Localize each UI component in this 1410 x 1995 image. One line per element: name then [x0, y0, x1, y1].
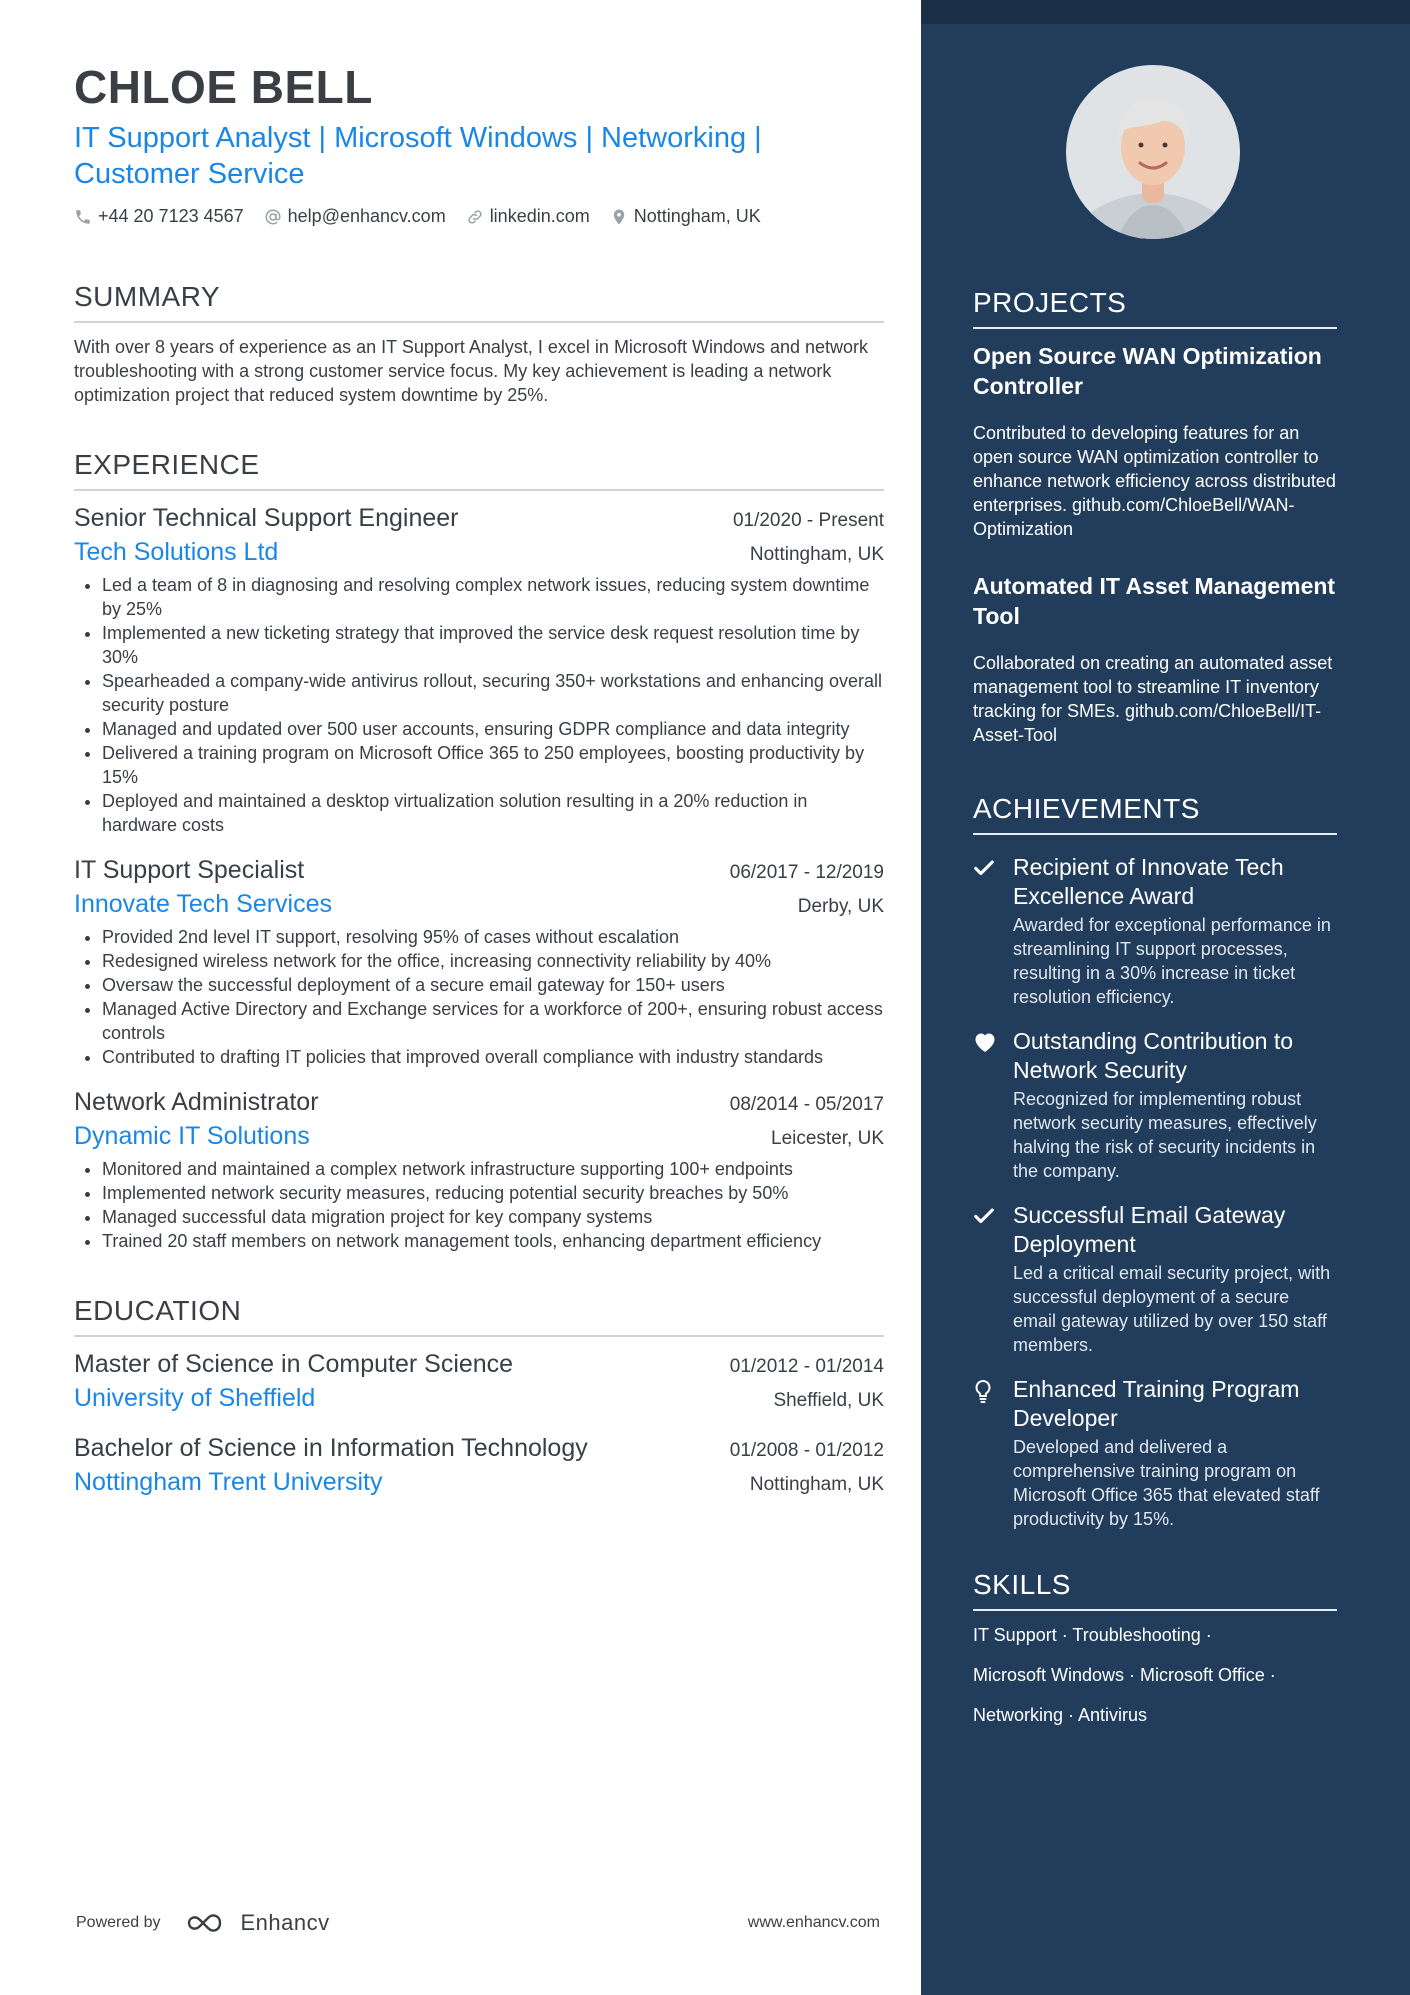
- job-location: Nottingham, UK: [749, 544, 884, 565]
- profile-photo-icon: [1066, 65, 1240, 239]
- contact-location-text: Nottingham, UK: [633, 206, 761, 226]
- contact-email-text: help@enhancv.com: [287, 206, 446, 226]
- education-location: Nottingham, UK: [749, 1474, 884, 1495]
- bullet-item: • Led a team of 8 in diagnosing and resolving complex network issues, reducing system downtime by 25%: [102, 573, 884, 621]
- link-icon: [466, 208, 484, 226]
- job-date: 01/2020 - Present: [732, 510, 884, 531]
- contact-linkedin[interactable]: [466, 206, 590, 227]
- section-title-education: EDUCATION: [74, 1295, 242, 1326]
- bullet-item: • Deployed and maintained a desktop virtualization solution resulting in a 20% reduction in hardware costs: [102, 789, 884, 837]
- bullet-item: • Implemented network security measures, reducing potential security breaches by 50%: [102, 1181, 884, 1205]
- sidebar-top-band: [921, 0, 1410, 24]
- job-entry: [74, 853, 884, 1069]
- section-divider: [74, 1335, 884, 1337]
- job-location: Derby, UK: [797, 896, 884, 917]
- lightbulb-icon: [973, 1379, 993, 1403]
- job-title: Senior Technical Support Engineer: [74, 504, 459, 532]
- achievement-description: Recognized for implementing robust network security measures, effectively halving the risk of security incidents in the company.: [1013, 1089, 1317, 1181]
- job-company: Innovate Tech Services: [74, 890, 333, 918]
- brand-logo[interactable]: [185, 1910, 330, 1936]
- project-title: Automated IT Asset Management Tool: [973, 573, 1336, 629]
- contact-email[interactable]: [264, 206, 446, 227]
- bullet-item: • Provided 2nd level IT support, resolving 95% of cases without escalation: [102, 925, 884, 949]
- achievement-title: Successful Email Gateway Deployment: [1013, 1202, 1286, 1257]
- bullet-item: • Spearheaded a company-wide antivirus rollout, securing 350+ workstations and enhancing overall security posture: [102, 669, 884, 717]
- job-bullets: [74, 925, 884, 1069]
- education-section: [74, 1293, 884, 1499]
- achievement-title: Outstanding Contribution to Network Security: [1013, 1028, 1294, 1083]
- education-date: 01/2008 - 01/2012: [729, 1440, 884, 1461]
- section-divider: [74, 489, 884, 491]
- contact-phone-text: +44 20 7123 4567: [98, 206, 244, 226]
- job-bullets: [74, 1157, 884, 1253]
- job-company: Dynamic IT Solutions: [74, 1122, 310, 1150]
- heart-icon: [973, 1031, 997, 1053]
- contact-bar: [74, 206, 884, 227]
- job-title: IT Support Specialist: [74, 856, 305, 884]
- avatar: [1066, 65, 1240, 239]
- achievement-description: Developed and delivered a comprehensive training program on Microsoft Office 365 that elevated staff productivity by 15%.: [1013, 1437, 1320, 1529]
- job-date: 06/2017 - 12/2019: [729, 862, 884, 883]
- skills-list: [973, 1615, 1337, 1735]
- bullet-item: • Managed successful data migration project for key company systems: [102, 1205, 884, 1229]
- bullet-item: • Contributed to drafting IT policies that improved overall compliance with industry standards: [102, 1045, 884, 1069]
- achievement-description: Led a critical email security project, with successful deployment of a secure email gateway utilized by over 150 staff members.: [1013, 1263, 1331, 1355]
- page-footer: [76, 1910, 880, 1936]
- job-location: Leicester, UK: [771, 1128, 884, 1149]
- projects-section: [973, 285, 1337, 747]
- job-bullets: [74, 573, 884, 837]
- achievement-title: Recipient of Innovate Tech Excellence Award: [1013, 854, 1284, 909]
- school-name: Nottingham Trent University: [74, 1468, 383, 1496]
- project-title: Open Source WAN Optimization Controller: [973, 343, 1322, 399]
- section-divider: [973, 1609, 1337, 1611]
- education-entry: [74, 1431, 884, 1499]
- bullet-item: • Redesigned wireless network for the office, increasing connectivity reliability by 40%: [102, 949, 884, 973]
- section-title-experience: EXPERIENCE: [74, 449, 260, 480]
- location-pin-icon: [610, 208, 628, 226]
- project-description: Collaborated on creating an automated asset management tool to streamline IT inventory tracking for SMEs. github.com/ChloeBell/IT-Asset-Tool: [973, 653, 1333, 745]
- section-title-skills: SKILLS: [973, 1569, 1071, 1600]
- bullet-item: • Implemented a new ticketing strategy that improved the service desk request resolution time by 30%: [102, 621, 884, 669]
- check-icon: [973, 1205, 995, 1227]
- footer-website-link[interactable]: www.enhancv.com: [747, 1914, 880, 1931]
- section-divider: [74, 321, 884, 323]
- experience-section: [74, 447, 884, 1253]
- summary-section: [74, 279, 884, 407]
- section-divider: [973, 833, 1337, 835]
- achievement-item: [973, 1375, 1337, 1531]
- summary-text: With over 8 years of experience as an IT Support Analyst, I excel in Microsoft Windows and network troubleshooting with a strong customer service focus. My key achievement is leading a network optimization project that reduced system downtime by 25%.: [74, 337, 869, 405]
- education-entry: [74, 1347, 884, 1415]
- skills-section: [973, 1567, 1337, 1735]
- section-divider: [973, 327, 1337, 329]
- achievements-section: [973, 791, 1337, 1531]
- job-company: Tech Solutions Ltd: [74, 538, 279, 566]
- brand-name: Enhancv: [240, 1910, 330, 1935]
- powered-by-label: Powered by: [76, 1914, 161, 1931]
- job-date: 08/2014 - 05/2017: [729, 1094, 884, 1115]
- contact-phone[interactable]: [74, 206, 244, 227]
- sidebar-content: [973, 285, 1337, 1735]
- school-name: University of Sheffield: [74, 1384, 316, 1412]
- bullet-item: • Managed and updated over 500 user accounts, ensuring GDPR compliance and data integrity: [102, 717, 884, 741]
- achievement-item: [973, 1027, 1337, 1183]
- phone-icon: [74, 208, 92, 226]
- achievement-description: Awarded for exceptional performance in streamlining IT support processes, resulting in a 30% increase in ticket resolution efficiency.: [1013, 915, 1331, 1007]
- project-description: Contributed to developing features for an open source WAN optimization controller to enhance network efficiency across distributed enterprises. github.com/ChloeBell/WAN-Optimization: [973, 423, 1336, 539]
- main-column: [74, 56, 884, 1499]
- skills-line: Networking · Antivirus: [973, 1705, 1148, 1725]
- check-icon: [973, 857, 995, 879]
- skills-line: IT Support · Troubleshooting ·: [973, 1625, 1212, 1645]
- achievement-item: [973, 1201, 1337, 1357]
- job-title: Network Administrator: [74, 1088, 319, 1116]
- contact-location: [610, 206, 761, 227]
- job-entry: [74, 501, 884, 837]
- sidebar: [921, 0, 1410, 1995]
- candidate-name: CHLOE BELL: [74, 61, 373, 113]
- education-location: Sheffield, UK: [773, 1390, 884, 1411]
- bullet-item: • Monitored and maintained a complex network infrastructure supporting 100+ endpoints: [102, 1157, 884, 1181]
- degree-title: Bachelor of Science in Information Technology: [74, 1434, 588, 1462]
- at-icon: [264, 208, 282, 226]
- contact-linkedin-text: linkedin.com: [489, 206, 590, 226]
- section-title-summary: SUMMARY: [74, 281, 221, 312]
- achievement-title: Enhanced Training Program Developer: [1013, 1376, 1300, 1431]
- section-title-achievements: ACHIEVEMENTS: [973, 793, 1200, 824]
- powered-by: [76, 1910, 330, 1936]
- headline: IT Support Analyst | Microsoft Windows | Networking | Customer Service: [74, 122, 762, 190]
- skills-line: Microsoft Windows · Microsoft Office ·: [973, 1665, 1276, 1685]
- section-title-projects: PROJECTS: [973, 287, 1127, 318]
- bullet-item: • Delivered a training program on Microsoft Office 365 to 250 employees, boosting productivity by 15%: [102, 741, 884, 789]
- bullet-item: • Oversaw the successful deployment of a secure email gateway for 150+ users: [102, 973, 884, 997]
- bullet-item: • Managed Active Directory and Exchange services for a workforce of 200+, ensuring robust access controls: [102, 997, 884, 1045]
- enhancv-logo-icon: [185, 1911, 231, 1935]
- degree-title: Master of Science in Computer Science: [74, 1350, 514, 1378]
- achievement-item: [973, 853, 1337, 1009]
- bullet-item: • Trained 20 staff members on network management tools, enhancing department efficiency: [102, 1229, 884, 1253]
- job-entry: [74, 1085, 884, 1253]
- education-date: 01/2012 - 01/2014: [729, 1356, 884, 1377]
